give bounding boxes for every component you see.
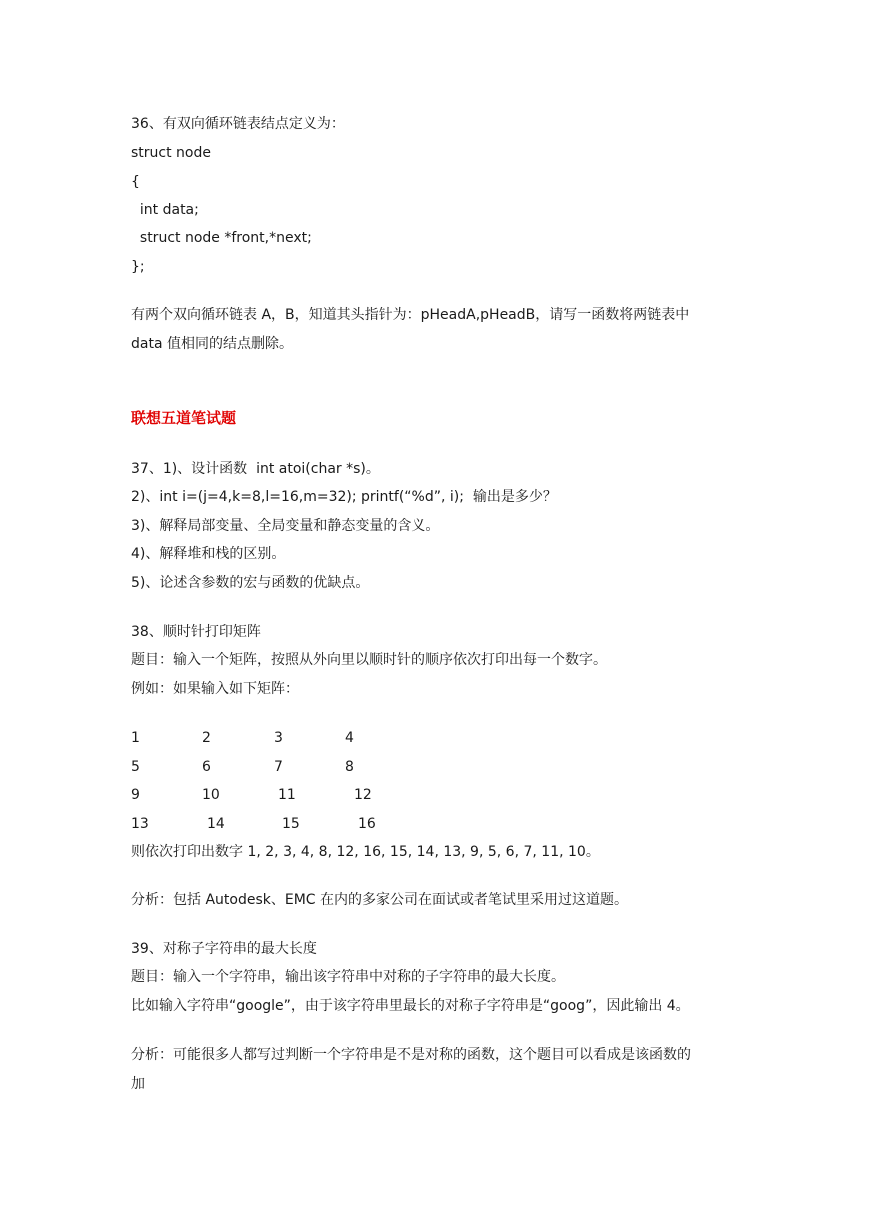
matrix-cell: 1 <box>131 730 140 746</box>
matrix-cell: 6 <box>202 759 211 775</box>
code-line: struct node <box>131 145 211 161</box>
code-line: { <box>131 174 140 190</box>
matrix <box>131 729 431 839</box>
code-line: int data; <box>131 202 199 218</box>
matrix-cell: 2 <box>202 730 211 746</box>
q38-prompt: 题目：输入一个矩阵，按照从外向里以顺时针的顺序依次打印出每一个数字。 <box>131 652 607 668</box>
q37-item: 2)、int i=(j=4,k=8,l=16,m=32); printf(“%d”, i); 输出是多少？ <box>131 489 557 505</box>
matrix-cell: 7 <box>274 759 283 775</box>
matrix-row <box>131 729 431 747</box>
q36-description: 有两个双向循环链表 A，B，知道其头指针为：pHeadA,pHeadB，请写一函数将两链表中 <box>131 307 690 323</box>
matrix-cell: 3 <box>274 730 283 746</box>
q38-example: 例如：如果输入如下矩阵： <box>131 681 299 697</box>
q38-analysis: 分析：包括 Autodesk、EMC 在内的多家公司在面试或者笔试里采用过这道题。 <box>131 892 629 908</box>
matrix-cell: 14 <box>207 816 225 832</box>
q39-analysis-cont: 加 <box>131 1076 145 1092</box>
q38-result: 则依次打印出数字 1, 2, 3, 4, 8, 12, 16, 15, 14, 13, 9, 5, 6, 7, 11, 10。 <box>131 844 600 860</box>
q39-analysis: 分析：可能很多人都写过判断一个字符串是不是对称的函数，这个题目可以看成是该函数的 <box>131 1047 691 1063</box>
matrix-row <box>131 758 431 776</box>
matrix-cell: 8 <box>345 759 354 775</box>
matrix-cell: 16 <box>358 816 376 832</box>
matrix-row <box>131 815 431 833</box>
matrix-cell: 4 <box>345 730 354 746</box>
matrix-cell: 13 <box>131 816 149 832</box>
q37-item: 5)、论述含参数的宏与函数的优缺点。 <box>131 575 370 591</box>
matrix-cell: 15 <box>282 816 300 832</box>
q37-item: 37、1)、设计函数 int atoi(char *s)。 <box>131 461 380 477</box>
code-line: }; <box>131 259 145 275</box>
matrix-cell: 10 <box>202 787 220 803</box>
q38-title: 38、顺时针打印矩阵 <box>131 624 261 640</box>
matrix-cell: 11 <box>278 787 296 803</box>
matrix-row <box>131 786 431 804</box>
q36-title: 36、有双向循环链表结点定义为： <box>131 116 345 132</box>
code-line: struct node *front,*next; <box>131 230 312 246</box>
matrix-cell: 9 <box>131 787 140 803</box>
q37-item: 4)、解释堆和栈的区别。 <box>131 546 286 562</box>
q39-example: 比如输入字符串“google”，由于该字符串里最长的对称子字符串是“goog”，因此输出 4。 <box>131 998 690 1014</box>
q36-description-cont: data 值相同的结点删除。 <box>131 336 293 352</box>
q39-title: 39、对称子字符串的最大长度 <box>131 941 317 957</box>
matrix-cell: 12 <box>354 787 372 803</box>
matrix-cell: 5 <box>131 759 140 775</box>
section-heading: 联想五道笔试题 <box>131 409 237 427</box>
q37-item: 3)、解释局部变量、全局变量和静态变量的含义。 <box>131 518 440 534</box>
q39-prompt: 题目：输入一个字符串，输出该字符串中对称的子字符串的最大长度。 <box>131 969 565 985</box>
